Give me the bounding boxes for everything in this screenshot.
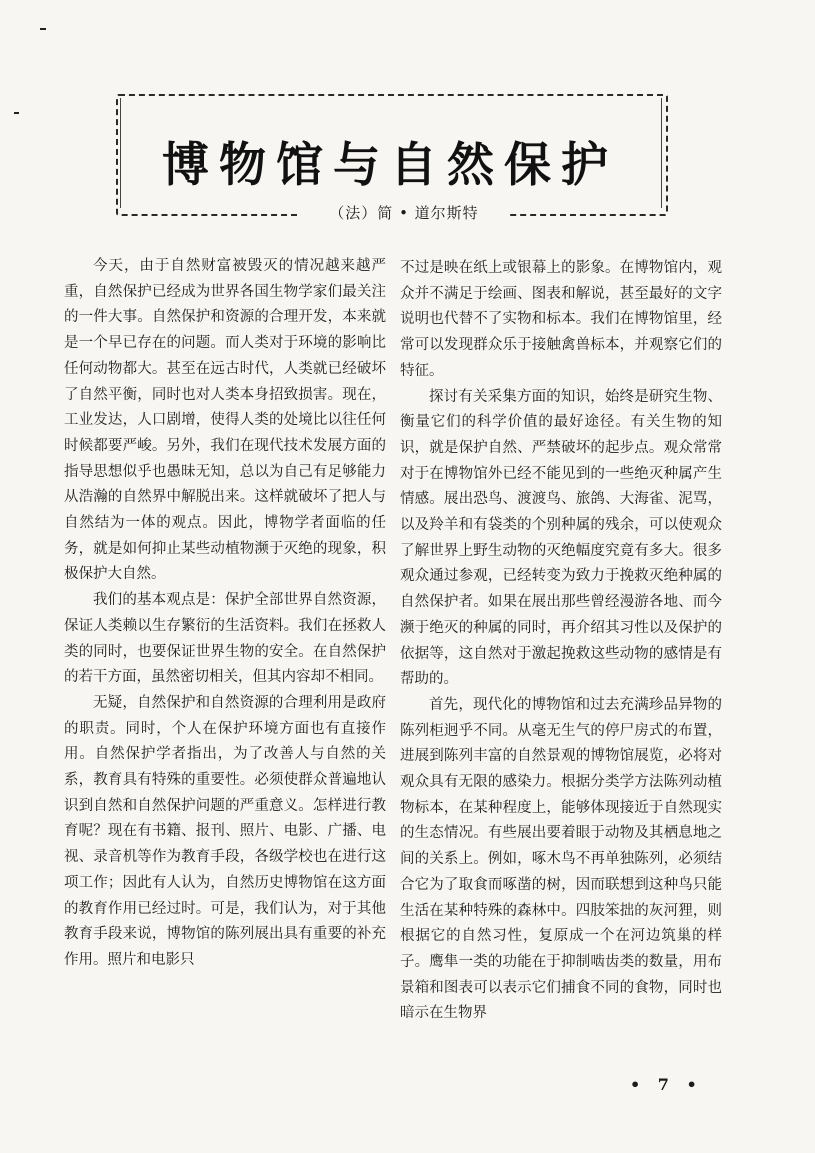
scan-speck (14, 112, 19, 114)
article-byline: （法）简 • 道尔斯特 (300, 202, 508, 223)
paragraph: 我们的基本观点是：保护全部世界自然资源，保证人类赖以生存繁衍的生活资料。我们在拯救人类的同时，也要保证世界生物的安全。在自然保护的若干方面，虽然密切相关，但其内容却不相同。 (64, 592, 386, 686)
paragraph: 首先，现代化的博物馆和过去充满珍品异物的陈列柜迥乎不同。从毫无生气的停尸房式的布置，进展到陈列丰富的自然景观的博物馆展览，必将对观众具有无限的感染力。根据分类学方法陈列动植物标本，在某种程度上，能够体现接近于自然现实的生态情况。有些展出要着眼于动物及其栖息地之间的关系上。例如，啄木鸟不再单独陈列，必须结合它为了取食而啄凿的树，因而联想到这种鸟只能生活在某种特殊的森林中。四肢笨拙的灰河狸，则根据它的自然习性，复原成一个在河边筑巢的样子。鹰隼一类的功能在于抑制啮齿类的数量，用布景箱和图表可以表示它们捕食不同的食物，同时也暗示在生物界 (400, 696, 722, 1022)
paragraph: 无疑，自然保护和自然资源的合理利用是政府的职责。同时，个人在保护环境方面也有直接作用。自然保护学者指出，为了改善人与自然的关系，教育具有特殊的重要性。必须使群众普遍地认识到自然和自然保护问题的严重意义。怎样进行教育呢？现在有书籍、报刊、照片、电影、广播、电视、录音机等作为教育手段，各级学校也在进行这项工作；因此有人认为，自然历史博物馆在这方面的教育作用已经过时。可是，我们认为，对于其他教育手段来说，博物馆的陈列展出具有重要的补充作用。照片和电影只 (64, 694, 386, 968)
scan-speck (40, 28, 46, 30)
page-number: • 7 • (630, 1075, 703, 1094)
article-title: 博物馆与自然保护 (162, 138, 618, 193)
right-column (400, 256, 722, 1027)
paragraph: 今天，由于自然财富被毁灭的情况越来越严重，自然保护已经成为世界各国生物学家们最关注的一件大事。自然保护和资源的合理开发，本来就是一个早已存在的问题。而人类对于环境的影响比任何动物都大。甚至在远古时代，人类就已经破坏了自然平衡，同时也对人类本身招致损害。现在，工业发达，人口剧增，使得人类的处境比以往任何时候都要严峻。另外，我们在现代技术发展方面的指导思想似乎也愚昧无知，总以为自己有足够能力从浩瀚的自然界中解脱出来。这样就破坏了把人与自然结为一体的观点。因此，博物学者面临的任务，就是如何抑止某些动植物濒于灭绝的现象，积极保护大自然。 (64, 258, 386, 583)
paragraph: 不过是映在纸上或银幕上的影象。在博物馆内，观众并不满足于绘画、图表和解说，甚至最好的文字说明也代替不了实物和标本。我们在博物馆里，经常可以发现群众乐于接触禽兽标本，并观察它们的特征。 (400, 260, 722, 379)
left-column (64, 254, 386, 974)
paragraph: 探讨有关采集方面的知识，始终是研究生物、衡量它们的科学价值的最好途径。有关生物的知识，就是保护自然、严禁破坏的起步点。观众常常对于在博物馆外已经不能见到的一些绝灭种属产生情感。展出恐鸟、渡渡鸟、旅鸽、大海雀、泥骂，以及羚羊和有袋类的个别种属的残余，可以使观众了解世界上野生动物的灭绝幅度究竟有多大。很多观众通过参观，已经转变为致力于挽救灭绝种属的自然保护者。如果在展出那些曾经漫游各地、而今濒于绝灭的种属的同时，再介绍其习性以及保护的依据等，这自然对于激起挽救这些动物的感情是有帮助的。 (400, 388, 722, 688)
